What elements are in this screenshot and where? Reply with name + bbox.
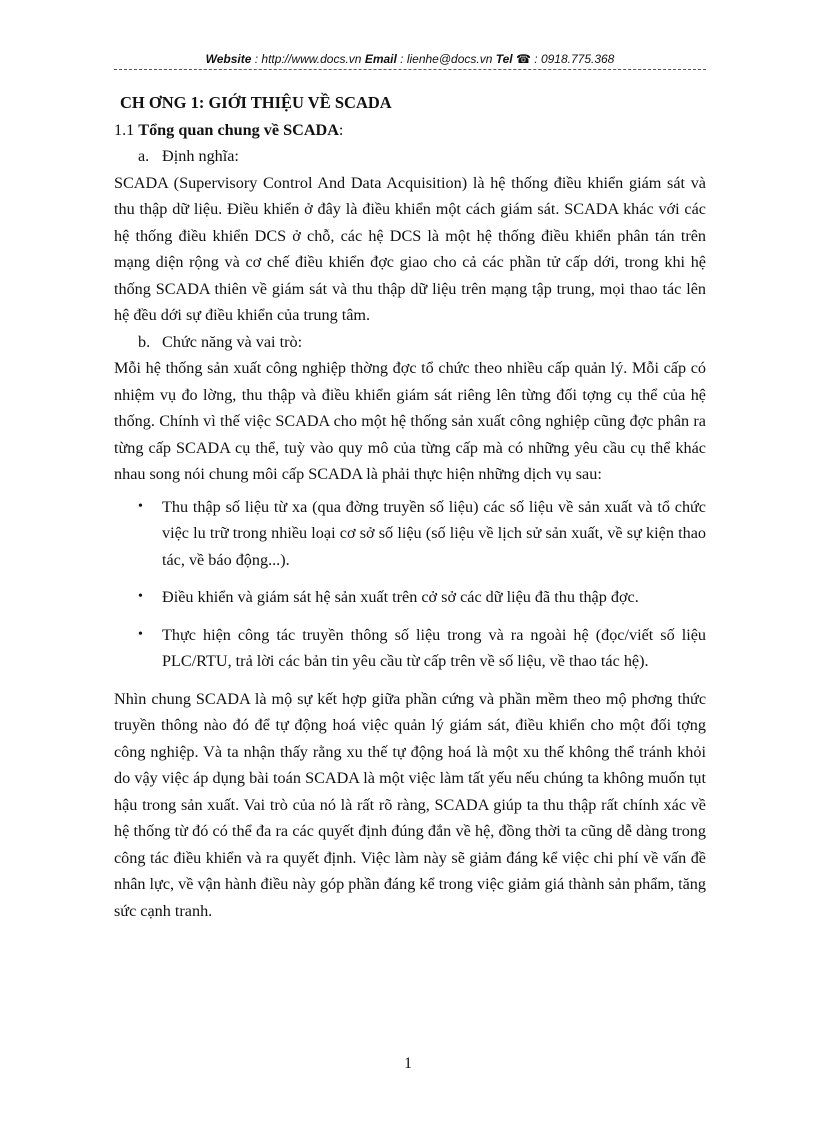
bullet-icon: •	[138, 498, 143, 514]
section-suffix: :	[338, 120, 344, 139]
paragraph-summary: Nhìn chung SCADA là mộ sự kết hợp giữa phần cứng và phần mềm theo mộ phơng thức truyền thông nào đó để tự động hoá việc quản lý giám sát, điều khiển cho một đối tợng công nghiệp. Và ta nhận thấy rằng xu thế tự động hoá là một xu thế không thể tránh khỏi do vậy việc áp dụng bài toán SCADA là một việc làm tất yếu nếu chúng ta không muốn tụt hậu trong sản xuất. Vai trò của nó là rất rõ ràng, SCADA giúp ta thu thập rất chính xác về hệ thống từ đó có thể đa ra các quyết định đúng đắn về hệ, đồng thời ta cũng dễ dàng trong công tác điều khiển và ra quyết định. Việc làm này sẽ giảm đáng kể việc chi phí về vấn đề nhân lực, về vận hành điều này góp phần đáng kể trong việc giảm giá thành sản phẩm, tăng sức cạnh tranh.	[114, 689, 706, 920]
subsection-a	[114, 143, 706, 170]
document-body	[114, 90, 706, 924]
list-item	[114, 494, 706, 574]
tel-number: : 0918.775.368	[530, 52, 615, 66]
paragraph-definition: SCADA (Supervisory Control And Data Acquisition) là hệ thống điều khiển giám sát và thu thập dữ liệu. Điều khiển ở đây là điều khiển một cách giám sát. SCADA khác với các hệ thống điều khiển DCS ở chỗ, các hệ DCS là một hệ thống điều khiển phân tán trên mạng diện rộng và cơ chế điều khiển đợc giao cho cả các phần tử cấp dới, trong khi hệ thống SCADA thiên về giám sát và thu thập dữ liệu trên mạng tập trung, mọi thao tác lên hệ đều dới sự điều khiển của trung tâm.	[114, 173, 706, 324]
section-number: 1.1	[114, 120, 139, 139]
bullet-icon: •	[138, 589, 143, 604]
page-number: 1	[404, 1055, 412, 1072]
page-header	[114, 52, 706, 66]
website-url: : http://www.docs.vn	[251, 52, 365, 66]
subsection-b-title: Chức năng và vai trò:	[162, 332, 303, 351]
list-item	[114, 584, 706, 611]
section-title: Tổng quan chung về SCADA	[138, 120, 339, 139]
bullet-icon: •	[138, 626, 143, 642]
tel-label: Tel	[495, 52, 513, 66]
header-divider	[114, 69, 706, 70]
paragraph-function: Mỗi hệ thống sản xuất công nghiệp thờng đợc tổ chức theo nhiều cấp quản lý. Mỗi cấp có nhiệm vụ đo lờng, thu thập và điều khiển giám sát riêng lên từng đối tợng cụ thể của hệ thống. Chính vì thế việc SCADA cho một hệ thống sản xuất công nghiệp cũng đợc phân ra từng cấp SCADA cụ thể, tuỳ vào quy mô của từng cấp mà có những yêu cầu cụ thể khác nhau song nói chung môi cấp SCADA là phải thực hiện những dịch vụ sau:	[114, 359, 706, 483]
email-address: : lienhe@docs.vn	[396, 52, 496, 66]
service-list	[114, 494, 706, 675]
website-label: Website	[205, 52, 252, 66]
email-label: Email	[364, 52, 397, 66]
telephone-icon: ☎	[515, 52, 531, 66]
list-item	[114, 622, 706, 675]
list-item-text: Thực hiện công tác truyền thông số liệu trong và ra ngoài hệ (đọc/viết số liệu PLC/RTU, trả lời các bản tin yêu cầu từ cấp trên về số liệu, về thao tác hệ).	[162, 625, 706, 670]
list-item-text: Điều khiển và giám sát hệ sản xuất trên cở sở các dữ liệu đã thu thập đợc.	[162, 588, 639, 606]
subsection-a-title: Định nghĩa:	[162, 147, 239, 165]
subsection-b	[114, 329, 706, 356]
subsection-b-letter: b.	[138, 332, 151, 351]
subsection-a-letter: a.	[138, 147, 150, 165]
chapter-title: CH ƠNG 1: GIỚI THIỆU VỀ SCADA	[120, 93, 392, 112]
list-item-text: Thu thập số liệu từ xa (qua đờng truyền số liệu) các số liệu về sản xuất và tổ chức việc lu trữ trong nhiều loại cơ sở số liệu (số liệu về lịch sử sản xuất, về sự kiện thao tác, về báo động...).	[162, 497, 706, 569]
section-heading	[114, 117, 706, 144]
